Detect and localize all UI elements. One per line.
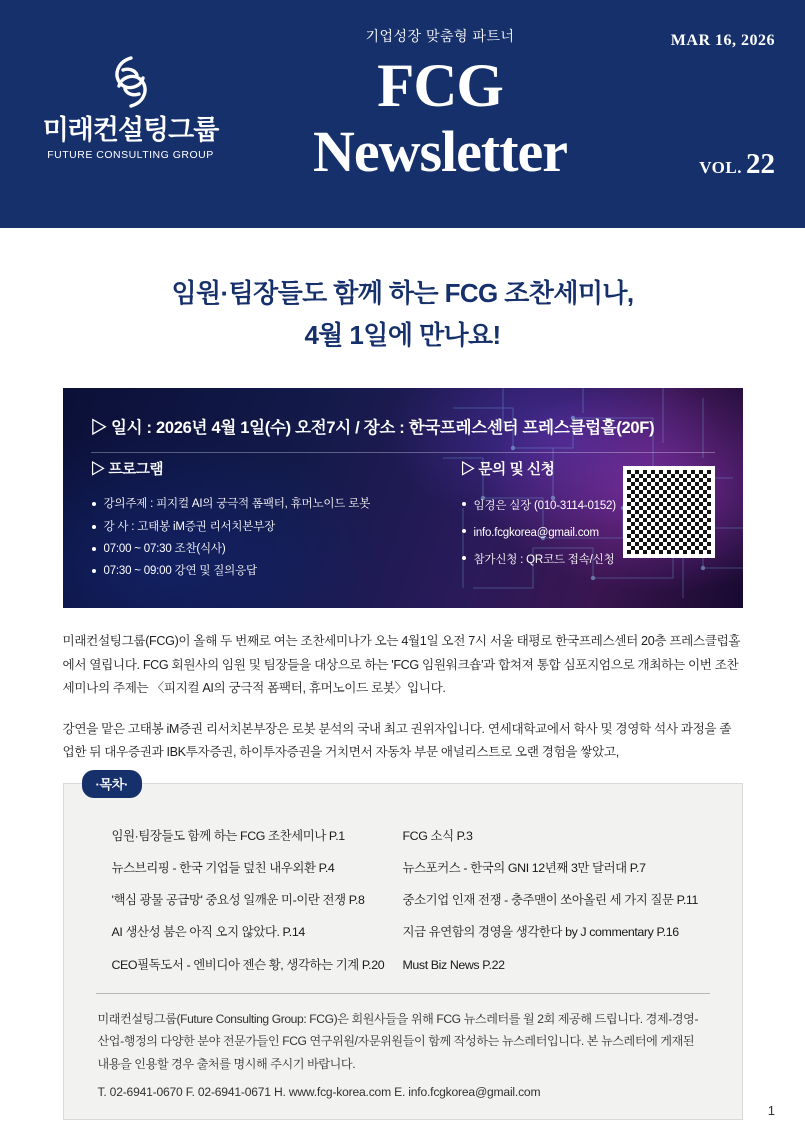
- masthead-line-1: FCG: [377, 53, 503, 120]
- list-item: info.fcgkorea@gmail.com: [461, 520, 731, 547]
- newsletter-header: [0, 0, 805, 228]
- article-paragraph: 미래컨설팅그룹(FCG)이 올해 두 번째로 여는 조찬세미나가 오는 4월1일 오전 7시 서울 태평로 한국프레스센터 20층 프레스클럽홀에서 열립니다. FCG 회원사의 임원 및 팀장들을 대상으로 하는 'FCG 임원워크숍'과 합쳐져 통합 심포지엄으로 개최하는 이번 조찬세미나의 주제는 〈피지컬 AI의 궁극적 폼팩터, 휴머노이드 로봇〉입니다.: [62, 634, 741, 695]
- headline-line-1: 임원·팀장들도 함께 하는 FCG 조찬세미나,: [171, 278, 634, 308]
- masthead-line-2: Newsletter: [312, 119, 568, 184]
- toc-column-left: [98, 820, 403, 981]
- issue-date: MAR 16, 2026: [670, 32, 775, 49]
- list-item: 참가신청 : QR코드 접속/신청: [461, 547, 731, 574]
- list-item: 강 사 : 고태봉 iM증권 리서치본부장: [91, 516, 461, 538]
- masthead-block: [240, 26, 640, 184]
- qr-code-pattern: [627, 470, 711, 554]
- article-paragraph: 강연을 맡은 고태봉 iM증권 리서치본부장은 로봇 분석의 국내 최고 권위자입니다. 연세대학교에서 학사 및 경영학 석사 과정을 졸업한 뒤 대우증권과 IBK투자증권, 하이투자증권을 거치면서 자동차 부문 애널리스트로 오랜 경험을 쌓았고,: [62, 722, 732, 760]
- fcg-swirl-icon: [101, 52, 161, 112]
- publisher-contact: T. 02-6941-0670 F. 02-6941-0671 H. www.fcg-korea.com E. info.fcgkorea@gmail.com: [97, 1085, 541, 1100]
- volume-number: 22: [746, 148, 775, 180]
- masthead-title: [240, 53, 640, 184]
- article-body: [63, 630, 743, 764]
- list-item[interactable]: 임원·팀장들도 함께 하는 FCG 조찬세미나 P.1: [111, 828, 345, 843]
- list-item[interactable]: '핵심 광물 공급망' 중요성 일깨운 미-이란 전쟁 P.8: [111, 893, 365, 908]
- table-of-contents: [63, 776, 743, 1120]
- toc-tab-label: ·목차·: [82, 770, 143, 798]
- volume-label: VOL.: [699, 158, 742, 177]
- issue-date-block: [671, 32, 775, 50]
- program-title: ▷ 프로그램: [90, 462, 164, 479]
- list-item[interactable]: Must Biz News P.22: [402, 957, 505, 972]
- tagline: 기업성장 맞춤형 파트너: [365, 28, 515, 44]
- list-item: 07:30 ~ 09:00 강연 및 질의응답: [91, 560, 461, 582]
- event-banner: [63, 388, 743, 608]
- event-datetime-location: ▷ 일시 : 2026년 4월 1일(수) 오전7시 / 장소 : 한국프레스센터 프레스클럽홀(20F): [90, 419, 655, 438]
- list-item[interactable]: 뉴스브리핑 - 한국 기업들 덮친 내우외환 P.4: [111, 860, 335, 875]
- list-item[interactable]: 지금 유연함의 경영을 생각한다 by J commentary P.16: [402, 925, 679, 940]
- toc-column-right: [403, 820, 708, 981]
- brand-name-kr: 미래컨설팅그룹: [42, 115, 219, 145]
- list-item[interactable]: CEO필독도서 - 엔비디아 젠슨 황, 생각하는 기계 P.20: [111, 957, 385, 972]
- brand-name-en: FUTURE CONSULTING GROUP: [47, 148, 214, 161]
- list-item[interactable]: 뉴스포커스 - 한국의 GNI 12년째 3만 달러대 P.7: [402, 860, 646, 875]
- list-item[interactable]: AI 생산성 붐은 아직 오지 않았다. P.14: [111, 925, 305, 940]
- list-item[interactable]: FCG 소식 P.3: [402, 828, 473, 843]
- publisher-note: 미래컨설팅그룹(Future Consulting Group: FCG)은 회원사들을 위해 FCG 뉴스레터를 월 2회 제공해 드립니다. 경제-경영-산업-행정의 다양한 분야 전문가들인 FCG 연구위원/자문위원들이 함께 작성하는 뉴스레터입니다. 본 뉴스레터에 게재된 내용을 인용할 경우 출처를 명시해 주시기 바랍니다.: [97, 1011, 699, 1071]
- list-item[interactable]: 중소기업 인재 전쟁 - 충주맨이 쏘아올린 세 가지 질문 P.11: [402, 893, 698, 908]
- page-number: 1: [767, 1103, 775, 1118]
- list-item: 07:00 ~ 07:30 조찬(식사): [91, 538, 461, 560]
- brand-logo: [28, 52, 233, 161]
- program-section: [91, 458, 461, 583]
- contact-title: ▷ 문의 및 신청: [460, 462, 555, 479]
- list-item: 강의주제 : 피지컬 AI의 궁극적 폼팩터, 휴머노이드 로봇: [91, 493, 461, 515]
- volume-block: [699, 148, 775, 181]
- program-list: [91, 493, 461, 583]
- qr-code[interactable]: [623, 466, 715, 558]
- list-item: 임경은 실장 (010-3114-0152): [461, 493, 731, 520]
- page-title: [53, 272, 753, 356]
- headline-line-2: 4월 1일에 만나요!: [304, 320, 501, 351]
